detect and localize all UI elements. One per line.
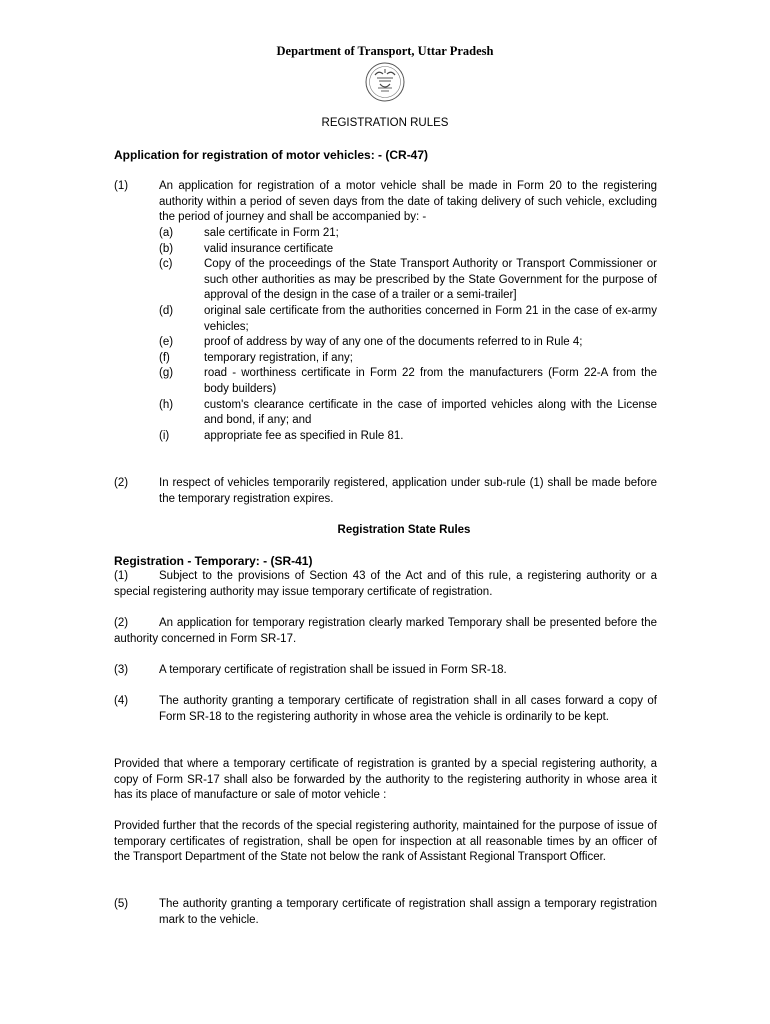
sr41-para5-text: The authority granting a temporary certificate of registration shall assign a temporary registration mark to the vehicle. xyxy=(159,898,657,926)
list-item: (e) proof of address by way of any one of the documents referred to in Rule 4; xyxy=(159,336,583,349)
list-item: (h) custom's clearance certificate in the case of imported vehicles along with the License and bond, if any; and xyxy=(159,398,657,427)
state-rules-heading: Registration State Rules xyxy=(337,524,471,536)
sr41-para5-number: (5) xyxy=(114,898,129,910)
sr41-para1-number: (1) xyxy=(114,570,129,582)
sr41-proviso2: Provided further that the records of the special registering authority, maintained for the purpose of issue of temporary certificates of registration, shall be open for inspection at all reasonable times by an officer of the Transport Department of the State not below the rank of Assistant Regional Transport Officer. xyxy=(114,820,657,864)
cr47-item1-text: An application for registration of a motor vehicle shall be made in Form 20 to the registering authority within a period of seven days from the date of taking delivery of such vehicle, excluding the period of journey and shall be accompanied by: - xyxy=(159,180,657,224)
list-item: (c) Copy of the proceedings of the State Transport Authority or Transport Commissioner or such other authorities as may be prescribed by the State Government for the purpose of approval of the design in the case of a trailer or a semi-trailer] xyxy=(159,258,657,302)
department-heading: Department of Transport, Uttar Pradesh xyxy=(276,44,494,58)
cr47-subitems-list xyxy=(159,226,657,444)
cr47-item1-number: (1) xyxy=(114,180,129,192)
cr47-heading: Application for registration of motor vehicles: - (CR-47) xyxy=(114,148,429,162)
state-emblem-icon xyxy=(363,61,407,103)
sr41-para3-text: A temporary certificate of registration shall be issued in Form SR-18. xyxy=(159,664,507,676)
sr41-para2 xyxy=(114,616,657,647)
sr41-para1-text: Subject to the provisions of Section 43 of the Act and of this rule, a registering authority or a special registering authority may issue temporary certificate of registration. xyxy=(114,570,657,598)
sr41-para4-number: (4) xyxy=(114,695,129,707)
sr41-para2-number: (2) xyxy=(114,617,129,629)
list-item: (i) appropriate fee as specified in Rule 81. xyxy=(159,429,404,442)
sr41-para2-text: An application for temporary registration clearly marked Temporary shall be presented before the authority concerned in Form SR-17. xyxy=(114,617,657,645)
sr41-para3-number: (3) xyxy=(114,664,129,676)
cr47-item2-number: (2) xyxy=(114,477,129,489)
cr47-item2-text: In respect of vehicles temporarily registered, application under sub-rule (1) shall be made before the temporary registration expires. xyxy=(159,477,657,505)
list-item: (d) original sale certificate from the authorities concerned in Form 21 in the case of ex-army vehicles; xyxy=(159,304,657,333)
list-item: (a) sale certificate in Form 21; xyxy=(159,227,339,239)
list-item: (g) road - worthiness certificate in Form 22 from the manufacturers (Form 22-A from the body builders) xyxy=(159,367,657,395)
list-item: (f) temporary registration, if any; xyxy=(159,351,353,364)
sr41-para1 xyxy=(114,569,657,600)
list-item: (b) valid insurance certificate xyxy=(159,242,334,255)
sr41-heading: Registration - Temporary: - (SR-41) xyxy=(114,554,313,568)
document-title: REGISTRATION RULES xyxy=(321,117,449,129)
sr41-proviso1: Provided that where a temporary certificate of registration is granted by a special registering authority, a copy of Form SR-17 shall also be forwarded by the authority to the registering authority in whose area it has its place of manufacture or sale of motor vehicle : xyxy=(114,758,657,802)
sr41-para4-text: The authority granting a temporary certificate of registration shall in all cases forward a copy of Form SR-18 to the registering authority in whose area the vehicle is ordinarily to be kept. xyxy=(159,695,657,723)
